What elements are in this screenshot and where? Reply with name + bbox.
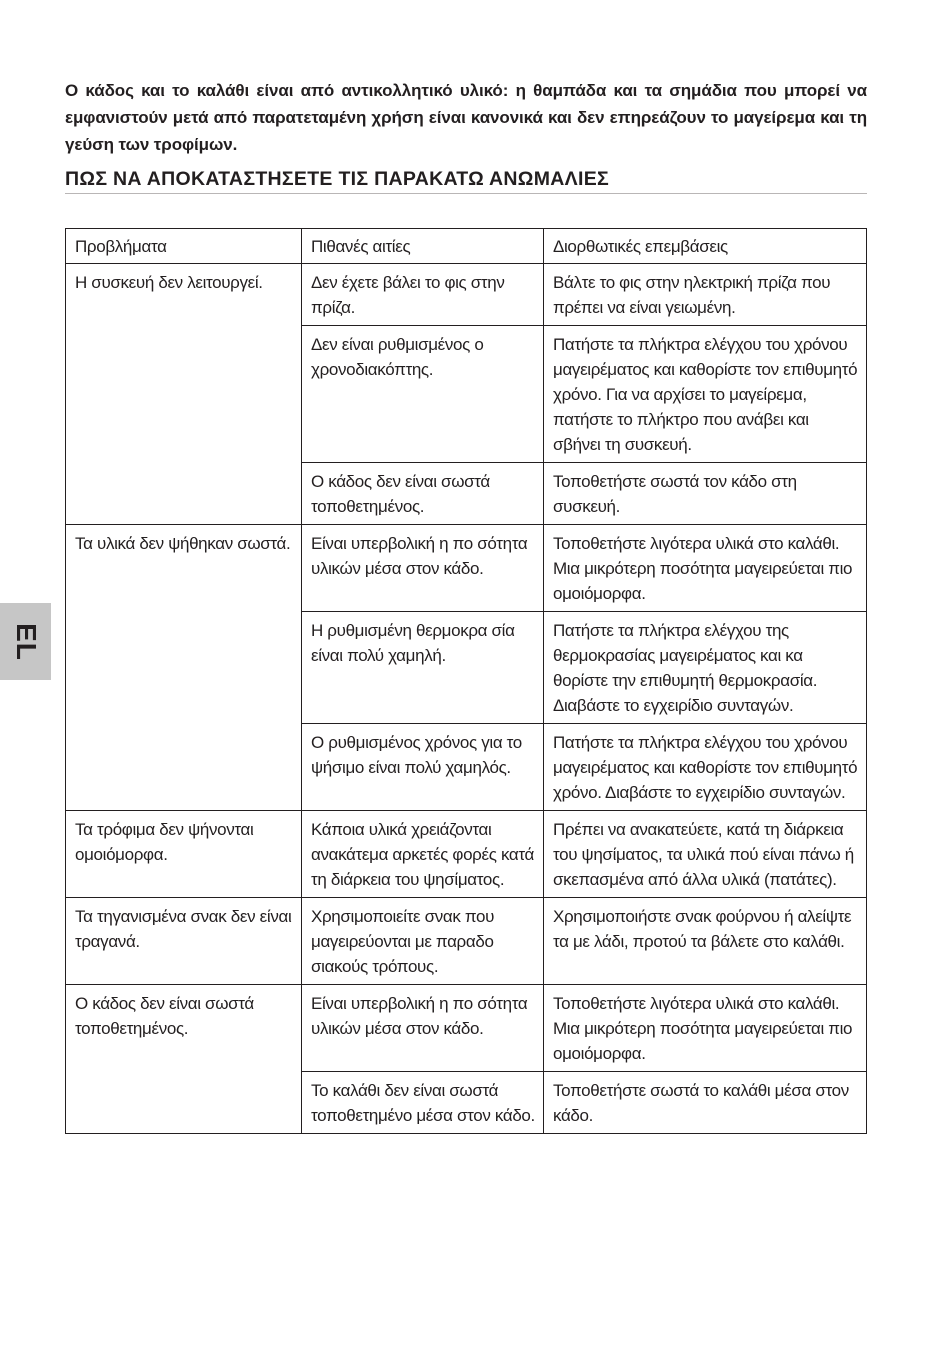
table-header-row [66, 229, 867, 264]
fix-cell: Πατήστε τα πλήκτρα ελέγχου της θερμοκρασίας μαγειρέματος και κα θορίστε την επιθυμητή θερμοκρασία. Διαβάστε το εγχειρίδιο συνταγών. [544, 612, 867, 724]
language-tab [0, 603, 51, 680]
fix-cell: Βάλτε το φις στην ηλεκτρική πρίζα που πρέπει να είναι γειωμένη. [544, 264, 867, 326]
table-row [66, 898, 867, 985]
cause-cell: Είναι υπερβολική η πο σότητα υλικών μέσα στον κάδο. [302, 985, 544, 1072]
cause-cell: Κάποια υλικά χρειάζονται ανακάτεμα αρκετές φορές κατά τη διάρκεια του ψησίματος. [302, 811, 544, 898]
cause-cell: Ο κάδος δεν είναι σωστά τοποθετημένος. [302, 463, 544, 525]
problem-cell: Τα τρόφιμα δεν ψήνονται ομοιόμορφα. [66, 811, 302, 898]
intro-paragraph: Ο κάδος και το καλάθι είναι από αντικολλητικό υλικό: η θαμπάδα και τα σημάδια που μπορεί να εμφανιστούν μετά από παρατεταμένη χρήση είναι κανονικά και δεν επηρεάζουν το μαγείρεμα και τη γεύση των τροφίμων. [65, 81, 867, 154]
cause-cell: Η ρυθμισμένη θερμοκρα σία είναι πολύ χαμηλή. [302, 612, 544, 724]
cause-cell: Ο ρυθμισμένος χρόνος για το ψήσιμο είναι πολύ χαμηλός. [302, 724, 544, 811]
header-problems: Προβλήματα [66, 229, 302, 264]
problem-cell: Ο κάδος δεν είναι σωστά τοποθετημένος. [66, 985, 302, 1134]
language-tab-label: EL [10, 622, 42, 661]
table-row [66, 985, 867, 1072]
cause-cell: Χρησιμοποιείτε σνακ που μαγειρεύονται με παραδο σιακούς τρόπους. [302, 898, 544, 985]
troubleshooting-table [65, 228, 867, 1134]
fix-cell: Πατήστε τα πλήκτρα ελέγχου του χρόνου μαγειρέματος και καθορίστε τον επιθυμητό χρόνο. Για να αρχίσει το μαγείρεμα, πατήστε το πλήκτρο που ανάβει και σβήνει τη συσκευή. [544, 326, 867, 463]
table-row [66, 811, 867, 898]
cause-cell: Το καλάθι δεν είναι σωστά τοποθετημένο μέσα στον κάδο. [302, 1072, 544, 1134]
problem-cell: Η συσκευή δεν λειτουργεί. [66, 264, 302, 525]
fix-cell: Τοποθετήστε σωστά το καλάθι μέσα στον κάδο. [544, 1072, 867, 1134]
table-row [66, 525, 867, 612]
fix-cell: Χρησιμοποιήστε σνακ φούρνου ή αλείψτε τα με λάδι, προτού τα βάλετε στο καλάθι. [544, 898, 867, 985]
cause-cell: Δεν έχετε βάλει το φις στην πρίζα. [302, 264, 544, 326]
header-causes: Πιθανές αιτίες [302, 229, 544, 264]
table-row [66, 264, 867, 326]
fix-cell: Τοποθετήστε λιγότερα υλικά στο καλάθι. Μια μικρότερη ποσότητα μαγειρεύεται πιο ομοιόμορφα. [544, 525, 867, 612]
cause-cell: Είναι υπερβολική η πο σότητα υλικών μέσα στον κάδο. [302, 525, 544, 612]
troubleshooting-table-body [66, 229, 867, 1134]
heading-underline [65, 193, 867, 194]
header-fixes: Διορθωτικές επεμβάσεις [544, 229, 867, 264]
fix-cell: Πατήστε τα πλήκτρα ελέγχου του χρόνου μαγειρέματος και καθορίστε τον επιθυμητό χρόνο. Διαβάστε το εγχειρίδιο συνταγών. [544, 724, 867, 811]
cause-cell: Δεν είναι ρυθμισμένος ο χρονοδιακόπτης. [302, 326, 544, 463]
fix-cell: Τοποθετήστε σωστά τον κάδο στη συσκευή. [544, 463, 867, 525]
problem-cell: Τα τηγανισμένα σνακ δεν είναι τραγανά. [66, 898, 302, 985]
problem-cell: Τα υλικά δεν ψήθηκαν σωστά. [66, 525, 302, 811]
section-heading: ΠΩΣ ΝΑ ΑΠΟΚΑΤΑΣΤΗΣΕΤΕ ΤΙΣ ΠΑΡΑΚΑΤΩ ΑΝΩΜΑΛΙΕΣ [65, 168, 610, 190]
fix-cell: Τοποθετήστε λιγότερα υλικά στο καλάθι. Μια μικρότερη ποσότητα μαγειρεύεται πιο ομοιόμορφα. [544, 985, 867, 1072]
fix-cell: Πρέπει να ανακατεύετε, κατά τη διάρκεια του ψησίματος, τα υλικά πού είναι πάνω ή σκεπασμένα από άλλα υλικά (πατάτες). [544, 811, 867, 898]
